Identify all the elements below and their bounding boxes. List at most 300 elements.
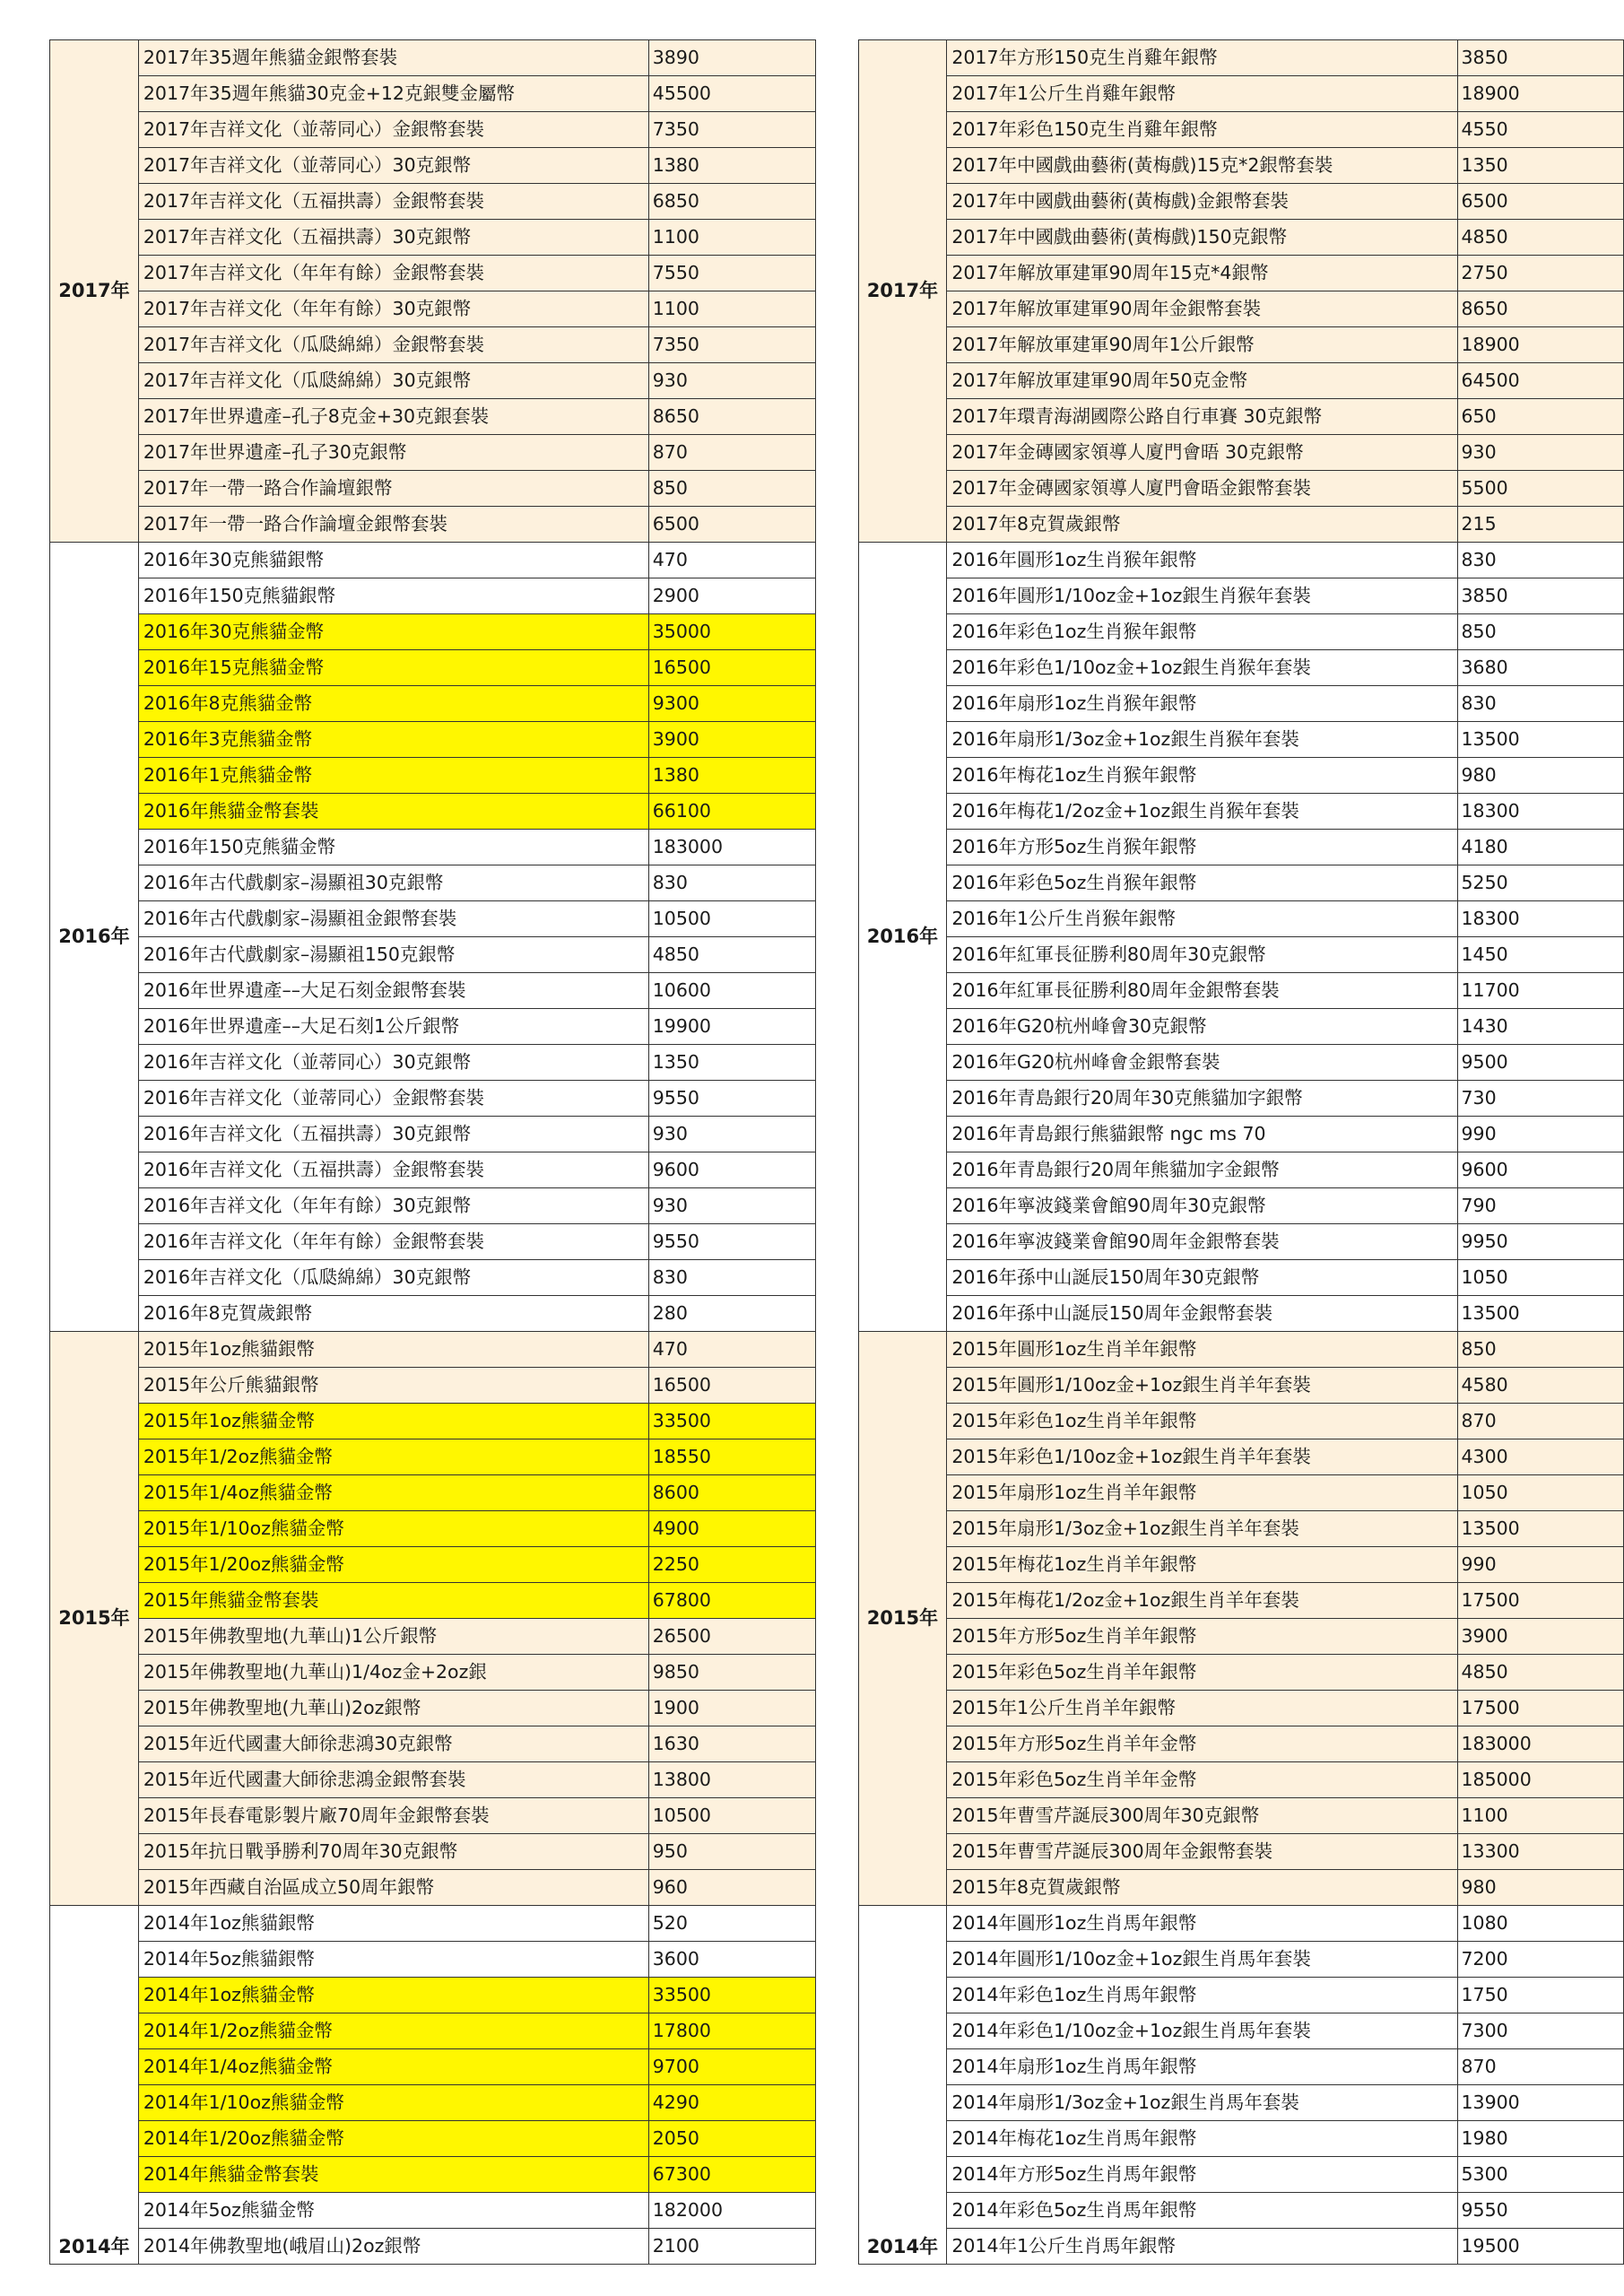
table-row xyxy=(50,543,816,578)
item-price: 17500 xyxy=(1457,1691,1623,1726)
table-row xyxy=(50,1332,816,1368)
table-row xyxy=(50,1583,816,1619)
item-price: 13900 xyxy=(1457,2085,1623,2121)
table-row xyxy=(50,865,816,901)
item-price: 7350 xyxy=(648,112,815,148)
table-row xyxy=(50,686,816,722)
table-row xyxy=(50,1870,816,1906)
item-price: 4180 xyxy=(1457,830,1623,865)
table-row xyxy=(50,1906,816,1942)
item-name: 2016年30克熊貓金幣 xyxy=(138,614,648,650)
item-price: 4900 xyxy=(648,1511,815,1547)
item-name: 2016年8克賀歲銀幣 xyxy=(138,1296,648,1332)
table-row xyxy=(858,1404,1624,1439)
item-price: 33500 xyxy=(648,1404,815,1439)
item-name: 2015年彩色5oz生肖羊年金幣 xyxy=(947,1762,1457,1798)
item-name: 2016年紅軍長征勝利80周年金銀幣套裝 xyxy=(947,973,1457,1009)
table-row xyxy=(858,471,1624,507)
table-row xyxy=(858,1296,1624,1332)
item-price: 19500 xyxy=(1457,2229,1623,2265)
item-name: 2017年一帶一路合作論壇金銀幣套裝 xyxy=(138,507,648,543)
table-row xyxy=(50,1655,816,1691)
table-row xyxy=(858,1081,1624,1117)
table-row xyxy=(858,1619,1624,1655)
year-label: 2014年 xyxy=(858,1906,947,2265)
item-price: 1380 xyxy=(648,148,815,184)
year-label: 2015年 xyxy=(858,1332,947,1906)
item-name: 2014年彩色1/10oz金+1oz銀生肖馬年套裝 xyxy=(947,2013,1457,2049)
item-price: 5300 xyxy=(1457,2157,1623,2193)
item-price: 830 xyxy=(1457,543,1623,578)
year-label: 2016年 xyxy=(858,543,947,1332)
item-name: 2017年解放軍建軍90周年1公斤銀幣 xyxy=(947,327,1457,363)
table-row xyxy=(50,291,816,327)
item-name: 2016年古代戲劇家–湯顯祖30克銀幣 xyxy=(138,865,648,901)
item-name: 2015年方形5oz生肖羊年金幣 xyxy=(947,1726,1457,1762)
table-row xyxy=(858,650,1624,686)
item-price: 6500 xyxy=(1457,184,1623,220)
item-name: 2017年世界遺產–孔子8克金+30克銀套裝 xyxy=(138,399,648,435)
table-row xyxy=(858,2121,1624,2157)
item-name: 2015年方形5oz生肖羊年銀幣 xyxy=(947,1619,1457,1655)
item-name: 2015年彩色1oz生肖羊年銀幣 xyxy=(947,1404,1457,1439)
item-name: 2017年中國戲曲藝術(黃梅戲)150克銀幣 xyxy=(947,220,1457,256)
table-row xyxy=(50,1511,816,1547)
table-row xyxy=(858,76,1624,112)
table-row xyxy=(858,112,1624,148)
item-name: 2014年梅花1oz生肖馬年銀幣 xyxy=(947,2121,1457,2157)
table-row xyxy=(50,1439,816,1475)
item-price: 13500 xyxy=(1457,722,1623,758)
item-price: 990 xyxy=(1457,1547,1623,1583)
item-price: 930 xyxy=(648,1117,815,1152)
item-name: 2016年圓形1oz生肖猴年銀幣 xyxy=(947,543,1457,578)
item-name: 2014年1/2oz熊貓金幣 xyxy=(138,2013,648,2049)
table-row xyxy=(50,1224,816,1260)
item-name: 2016年吉祥文化（年年有餘）30克銀幣 xyxy=(138,1188,648,1224)
table-row xyxy=(858,937,1624,973)
table-row xyxy=(858,2157,1624,2193)
item-name: 2015年圓形1oz生肖羊年銀幣 xyxy=(947,1332,1457,1368)
year-label: 2015年 xyxy=(50,1332,139,1906)
table-row xyxy=(858,901,1624,937)
item-price: 182000 xyxy=(648,2193,815,2229)
item-price: 3890 xyxy=(648,40,815,76)
item-name: 2016年彩色1/10oz金+1oz銀生肖猴年套裝 xyxy=(947,650,1457,686)
table-row xyxy=(858,1117,1624,1152)
table-row xyxy=(858,220,1624,256)
table-row xyxy=(50,399,816,435)
item-name: 2015年1/10oz熊貓金幣 xyxy=(138,1511,648,1547)
table-row xyxy=(50,184,816,220)
item-name: 2017年世界遺產–孔子30克銀幣 xyxy=(138,435,648,471)
table-row xyxy=(50,2049,816,2085)
item-name: 2017年解放軍建軍90周年15克*4銀幣 xyxy=(947,256,1457,291)
table-row xyxy=(50,1547,816,1583)
table-row xyxy=(50,1942,816,1978)
table-row xyxy=(50,363,816,399)
item-price: 980 xyxy=(1457,1870,1623,1906)
item-name: 2016年古代戲劇家–湯顯祖金銀幣套裝 xyxy=(138,901,648,937)
table-row xyxy=(50,1296,816,1332)
item-name: 2017年一帶一路合作論壇銀幣 xyxy=(138,471,648,507)
table-row xyxy=(50,1081,816,1117)
table-row xyxy=(858,1368,1624,1404)
item-name: 2015年1oz熊貓銀幣 xyxy=(138,1332,648,1368)
table-row xyxy=(50,220,816,256)
item-price: 9550 xyxy=(648,1081,815,1117)
table-row xyxy=(50,1260,816,1296)
item-price: 830 xyxy=(1457,686,1623,722)
item-name: 2016年紅軍長征勝利80周年30克銀幣 xyxy=(947,937,1457,973)
table-row xyxy=(50,722,816,758)
item-price: 870 xyxy=(1457,2049,1623,2085)
table-row xyxy=(858,1152,1624,1188)
item-price: 7550 xyxy=(648,256,815,291)
item-price: 3900 xyxy=(648,722,815,758)
table-row xyxy=(858,1332,1624,1368)
table-row xyxy=(858,1942,1624,1978)
item-price: 4580 xyxy=(1457,1368,1623,1404)
item-name: 2015年近代國畫大師徐悲鴻金銀幣套裝 xyxy=(138,1762,648,1798)
item-price: 850 xyxy=(648,471,815,507)
table-row xyxy=(858,1188,1624,1224)
table-row xyxy=(858,2085,1624,2121)
table-row xyxy=(858,1439,1624,1475)
item-price: 1380 xyxy=(648,758,815,794)
item-price: 3600 xyxy=(648,1942,815,1978)
table-row xyxy=(50,112,816,148)
item-name: 2014年1/20oz熊貓金幣 xyxy=(138,2121,648,2157)
item-price: 3900 xyxy=(1457,1619,1623,1655)
item-name: 2016年彩色1oz生肖猴年銀幣 xyxy=(947,614,1457,650)
item-name: 2017年彩色150克生肖雞年銀幣 xyxy=(947,112,1457,148)
table-row xyxy=(858,1691,1624,1726)
table-row xyxy=(858,40,1624,76)
item-name: 2016年圓形1/10oz金+1oz銀生肖猴年套裝 xyxy=(947,578,1457,614)
item-name: 2016年彩色5oz生肖猴年銀幣 xyxy=(947,865,1457,901)
item-price: 45500 xyxy=(648,76,815,112)
item-name: 2014年方形5oz生肖馬年銀幣 xyxy=(947,2157,1457,2193)
item-name: 2015年熊貓金幣套裝 xyxy=(138,1583,648,1619)
table-row xyxy=(50,1762,816,1798)
table-row xyxy=(858,1978,1624,2013)
table-row xyxy=(858,973,1624,1009)
item-name: 2017年吉祥文化（年年有餘）金銀幣套裝 xyxy=(138,256,648,291)
item-price: 960 xyxy=(648,1870,815,1906)
item-price: 470 xyxy=(648,543,815,578)
item-price: 18300 xyxy=(1457,901,1623,937)
item-price: 790 xyxy=(1457,1188,1623,1224)
table-row xyxy=(858,2193,1624,2229)
table-row xyxy=(50,1152,816,1188)
table-row xyxy=(50,1619,816,1655)
item-price: 4850 xyxy=(1457,1655,1623,1691)
item-name: 2016年吉祥文化（五福拱壽）金銀幣套裝 xyxy=(138,1152,648,1188)
table-row xyxy=(50,1798,816,1834)
item-name: 2017年金磚國家領導人廈門會晤 30克銀幣 xyxy=(947,435,1457,471)
table-row xyxy=(858,865,1624,901)
table-row xyxy=(858,758,1624,794)
item-price: 8650 xyxy=(648,399,815,435)
item-name: 2014年熊貓金幣套裝 xyxy=(138,2157,648,2193)
table-row xyxy=(50,471,816,507)
table-row xyxy=(858,256,1624,291)
item-price: 4300 xyxy=(1457,1439,1623,1475)
item-price: 9300 xyxy=(648,686,815,722)
item-price: 185000 xyxy=(1457,1762,1623,1798)
item-price: 10500 xyxy=(648,901,815,937)
table-row xyxy=(50,758,816,794)
item-name: 2016年梅花1oz生肖猴年銀幣 xyxy=(947,758,1457,794)
item-price: 10500 xyxy=(648,1798,815,1834)
table-row xyxy=(50,2193,816,2229)
item-name: 2016年寧波錢業會館90周年金銀幣套裝 xyxy=(947,1224,1457,1260)
table-row xyxy=(858,1762,1624,1798)
item-price: 4850 xyxy=(1457,220,1623,256)
table-row xyxy=(50,973,816,1009)
item-price: 1980 xyxy=(1457,2121,1623,2157)
item-name: 2015年1/4oz熊貓金幣 xyxy=(138,1475,648,1511)
item-name: 2015年西藏自治區成立50周年銀幣 xyxy=(138,1870,648,1906)
item-price: 7200 xyxy=(1457,1942,1623,1978)
table-row xyxy=(50,1475,816,1511)
item-name: 2015年公斤熊貓銀幣 xyxy=(138,1368,648,1404)
item-name: 2016年世界遺產––大足石刻金銀幣套裝 xyxy=(138,973,648,1009)
item-name: 2015年長春電影製片廠70周年金銀幣套裝 xyxy=(138,1798,648,1834)
table-row xyxy=(50,578,816,614)
item-name: 2015年抗日戰爭勝利70周年30克銀幣 xyxy=(138,1834,648,1870)
item-name: 2016年寧波錢業會館90周年30克銀幣 xyxy=(947,1188,1457,1224)
item-name: 2015年彩色1/10oz金+1oz銀生肖羊年套裝 xyxy=(947,1439,1457,1475)
table-row xyxy=(858,148,1624,184)
table-row xyxy=(50,614,816,650)
item-price: 13300 xyxy=(1457,1834,1623,1870)
year-label: 2017年 xyxy=(858,40,947,543)
item-price: 2050 xyxy=(648,2121,815,2157)
item-name: 2015年1/2oz熊貓金幣 xyxy=(138,1439,648,1475)
table-row xyxy=(50,1404,816,1439)
table-row xyxy=(50,2121,816,2157)
item-name: 2017年解放軍建軍90周年金銀幣套裝 xyxy=(947,291,1457,327)
item-price: 1450 xyxy=(1457,937,1623,973)
item-price: 4850 xyxy=(648,937,815,973)
item-price: 4550 xyxy=(1457,112,1623,148)
item-price: 6500 xyxy=(648,507,815,543)
item-price: 16500 xyxy=(648,650,815,686)
item-name: 2015年1oz熊貓金幣 xyxy=(138,1404,648,1439)
item-price: 26500 xyxy=(648,1619,815,1655)
item-price: 520 xyxy=(648,1906,815,1942)
item-price: 950 xyxy=(648,1834,815,1870)
table-row xyxy=(858,2229,1624,2265)
item-price: 19900 xyxy=(648,1009,815,1045)
item-price: 2250 xyxy=(648,1547,815,1583)
item-price: 5250 xyxy=(1457,865,1623,901)
item-name: 2017年吉祥文化（瓜瓞綿綿）30克銀幣 xyxy=(138,363,648,399)
item-name: 2017年中國戲曲藝術(黃梅戲)15克*2銀幣套裝 xyxy=(947,148,1457,184)
table-row xyxy=(858,399,1624,435)
item-name: 2016年1克熊貓金幣 xyxy=(138,758,648,794)
item-name: 2015年梅花1/2oz金+1oz銀生肖羊年套裝 xyxy=(947,1583,1457,1619)
item-price: 9700 xyxy=(648,2049,815,2085)
item-price: 66100 xyxy=(648,794,815,830)
table-row xyxy=(50,901,816,937)
table-row xyxy=(858,686,1624,722)
item-price: 9950 xyxy=(1457,1224,1623,1260)
table-row xyxy=(50,1045,816,1081)
item-price: 730 xyxy=(1457,1081,1623,1117)
item-name: 2016年扇形1oz生肖猴年銀幣 xyxy=(947,686,1457,722)
item-price: 1050 xyxy=(1457,1475,1623,1511)
item-price: 35000 xyxy=(648,614,815,650)
table-row xyxy=(50,830,816,865)
item-name: 2014年1/4oz熊貓金幣 xyxy=(138,2049,648,2085)
item-name: 2015年曹雪芹誕辰300周年金銀幣套裝 xyxy=(947,1834,1457,1870)
item-price: 930 xyxy=(648,363,815,399)
item-name: 2016年150克熊貓金幣 xyxy=(138,830,648,865)
item-price: 5500 xyxy=(1457,471,1623,507)
table-row xyxy=(50,1834,816,1870)
price-sheet xyxy=(49,39,1624,2265)
table-row xyxy=(858,435,1624,471)
item-name: 2017年金磚國家領導人廈門會晤金銀幣套裝 xyxy=(947,471,1457,507)
item-price: 1350 xyxy=(648,1045,815,1081)
item-price: 9600 xyxy=(1457,1152,1623,1188)
item-name: 2014年5oz熊貓金幣 xyxy=(138,2193,648,2229)
item-name: 2015年8克賀歲銀幣 xyxy=(947,1870,1457,1906)
item-name: 2016年30克熊貓銀幣 xyxy=(138,543,648,578)
item-price: 67300 xyxy=(648,2157,815,2193)
item-price: 13800 xyxy=(648,1762,815,1798)
item-name: 2017年方形150克生肖雞年銀幣 xyxy=(947,40,1457,76)
item-price: 33500 xyxy=(648,1978,815,2013)
item-name: 2016年G20杭州峰會30克銀幣 xyxy=(947,1009,1457,1045)
item-price: 830 xyxy=(648,1260,815,1296)
item-name: 2016年扇形1/3oz金+1oz銀生肖猴年套裝 xyxy=(947,722,1457,758)
table-row xyxy=(858,1726,1624,1762)
item-price: 11700 xyxy=(1457,973,1623,1009)
item-price: 850 xyxy=(1457,614,1623,650)
item-name: 2017年吉祥文化（並蒂同心）30克銀幣 xyxy=(138,148,648,184)
item-price: 1100 xyxy=(1457,1798,1623,1834)
table-row xyxy=(50,937,816,973)
table-row xyxy=(50,1978,816,2013)
item-name: 2014年圓形1oz生肖馬年銀幣 xyxy=(947,1906,1457,1942)
table-row xyxy=(50,435,816,471)
item-name: 2017年35週年熊貓30克金+12克銀雙金屬幣 xyxy=(138,76,648,112)
item-name: 2016年吉祥文化（年年有餘）金銀幣套裝 xyxy=(138,1224,648,1260)
table-row xyxy=(858,543,1624,578)
item-price: 930 xyxy=(1457,435,1623,471)
table-row xyxy=(858,722,1624,758)
item-name: 2016年吉祥文化（五福拱壽）30克銀幣 xyxy=(138,1117,648,1152)
table-row xyxy=(858,1870,1624,1906)
year-label: 2016年 xyxy=(50,543,139,1332)
item-price: 9850 xyxy=(648,1655,815,1691)
year-label: 2017年 xyxy=(50,40,139,543)
table-row xyxy=(858,291,1624,327)
item-price: 18900 xyxy=(1457,327,1623,363)
item-price: 1750 xyxy=(1457,1978,1623,2013)
item-price: 9550 xyxy=(1457,2193,1623,2229)
item-price: 870 xyxy=(648,435,815,471)
item-name: 2016年孫中山誕辰150周年金銀幣套裝 xyxy=(947,1296,1457,1332)
item-price: 650 xyxy=(1457,399,1623,435)
item-name: 2014年1oz熊貓銀幣 xyxy=(138,1906,648,1942)
item-price: 13500 xyxy=(1457,1511,1623,1547)
table-row xyxy=(858,830,1624,865)
item-name: 2014年佛教聖地(峨眉山)2oz銀幣 xyxy=(138,2229,648,2265)
item-name: 2016年3克熊貓金幣 xyxy=(138,722,648,758)
item-name: 2015年佛教聖地(九華山)2oz銀幣 xyxy=(138,1691,648,1726)
item-price: 850 xyxy=(1457,1332,1623,1368)
table-row xyxy=(50,148,816,184)
item-name: 2016年古代戲劇家–湯顯祖150克銀幣 xyxy=(138,937,648,973)
table-row xyxy=(50,2229,816,2265)
item-price: 17800 xyxy=(648,2013,815,2049)
item-name: 2014年1oz熊貓金幣 xyxy=(138,1978,648,2013)
item-name: 2014年圓形1/10oz金+1oz銀生肖馬年套裝 xyxy=(947,1942,1457,1978)
item-name: 2015年梅花1oz生肖羊年銀幣 xyxy=(947,1547,1457,1583)
table-row xyxy=(50,1188,816,1224)
item-price: 183000 xyxy=(648,830,815,865)
item-price: 215 xyxy=(1457,507,1623,543)
item-price: 470 xyxy=(648,1332,815,1368)
item-name: 2014年彩色5oz生肖馬年銀幣 xyxy=(947,2193,1457,2229)
item-price: 1350 xyxy=(1457,148,1623,184)
item-price: 9600 xyxy=(648,1152,815,1188)
table-row xyxy=(50,327,816,363)
item-name: 2016年150克熊貓銀幣 xyxy=(138,578,648,614)
item-price: 18900 xyxy=(1457,76,1623,112)
item-price: 1050 xyxy=(1457,1260,1623,1296)
table-row xyxy=(858,1224,1624,1260)
table-row xyxy=(50,650,816,686)
table-row xyxy=(50,794,816,830)
item-name: 2015年1公斤生肖羊年銀幣 xyxy=(947,1691,1457,1726)
item-price: 980 xyxy=(1457,758,1623,794)
item-price: 7300 xyxy=(1457,2013,1623,2049)
table-row xyxy=(858,2049,1624,2085)
item-name: 2016年1公斤生肖猴年銀幣 xyxy=(947,901,1457,937)
item-price: 183000 xyxy=(1457,1726,1623,1762)
item-price: 18550 xyxy=(648,1439,815,1475)
item-name: 2016年青島銀行20周年30克熊貓加字銀幣 xyxy=(947,1081,1457,1117)
table-row xyxy=(50,1117,816,1152)
item-name: 2016年青島銀行20周年熊貓加字金銀幣 xyxy=(947,1152,1457,1188)
item-name: 2017年中國戲曲藝術(黃梅戲)金銀幣套裝 xyxy=(947,184,1457,220)
item-price: 1100 xyxy=(648,291,815,327)
table-row xyxy=(50,2013,816,2049)
item-price: 1080 xyxy=(1457,1906,1623,1942)
table-row xyxy=(858,1045,1624,1081)
item-price: 67800 xyxy=(648,1583,815,1619)
table-row xyxy=(858,327,1624,363)
item-name: 2015年近代國畫大師徐悲鴻30克銀幣 xyxy=(138,1726,648,1762)
table-row xyxy=(50,2085,816,2121)
table-row xyxy=(858,1583,1624,1619)
table-row xyxy=(50,1691,816,1726)
table-row xyxy=(50,1726,816,1762)
item-name: 2016年G20杭州峰會金銀幣套裝 xyxy=(947,1045,1457,1081)
item-price: 830 xyxy=(648,865,815,901)
item-name: 2015年曹雪芹誕辰300周年30克銀幣 xyxy=(947,1798,1457,1834)
item-price: 3680 xyxy=(1457,650,1623,686)
table-row xyxy=(50,507,816,543)
item-name: 2017年1公斤生肖雞年銀幣 xyxy=(947,76,1457,112)
table-row xyxy=(858,1511,1624,1547)
